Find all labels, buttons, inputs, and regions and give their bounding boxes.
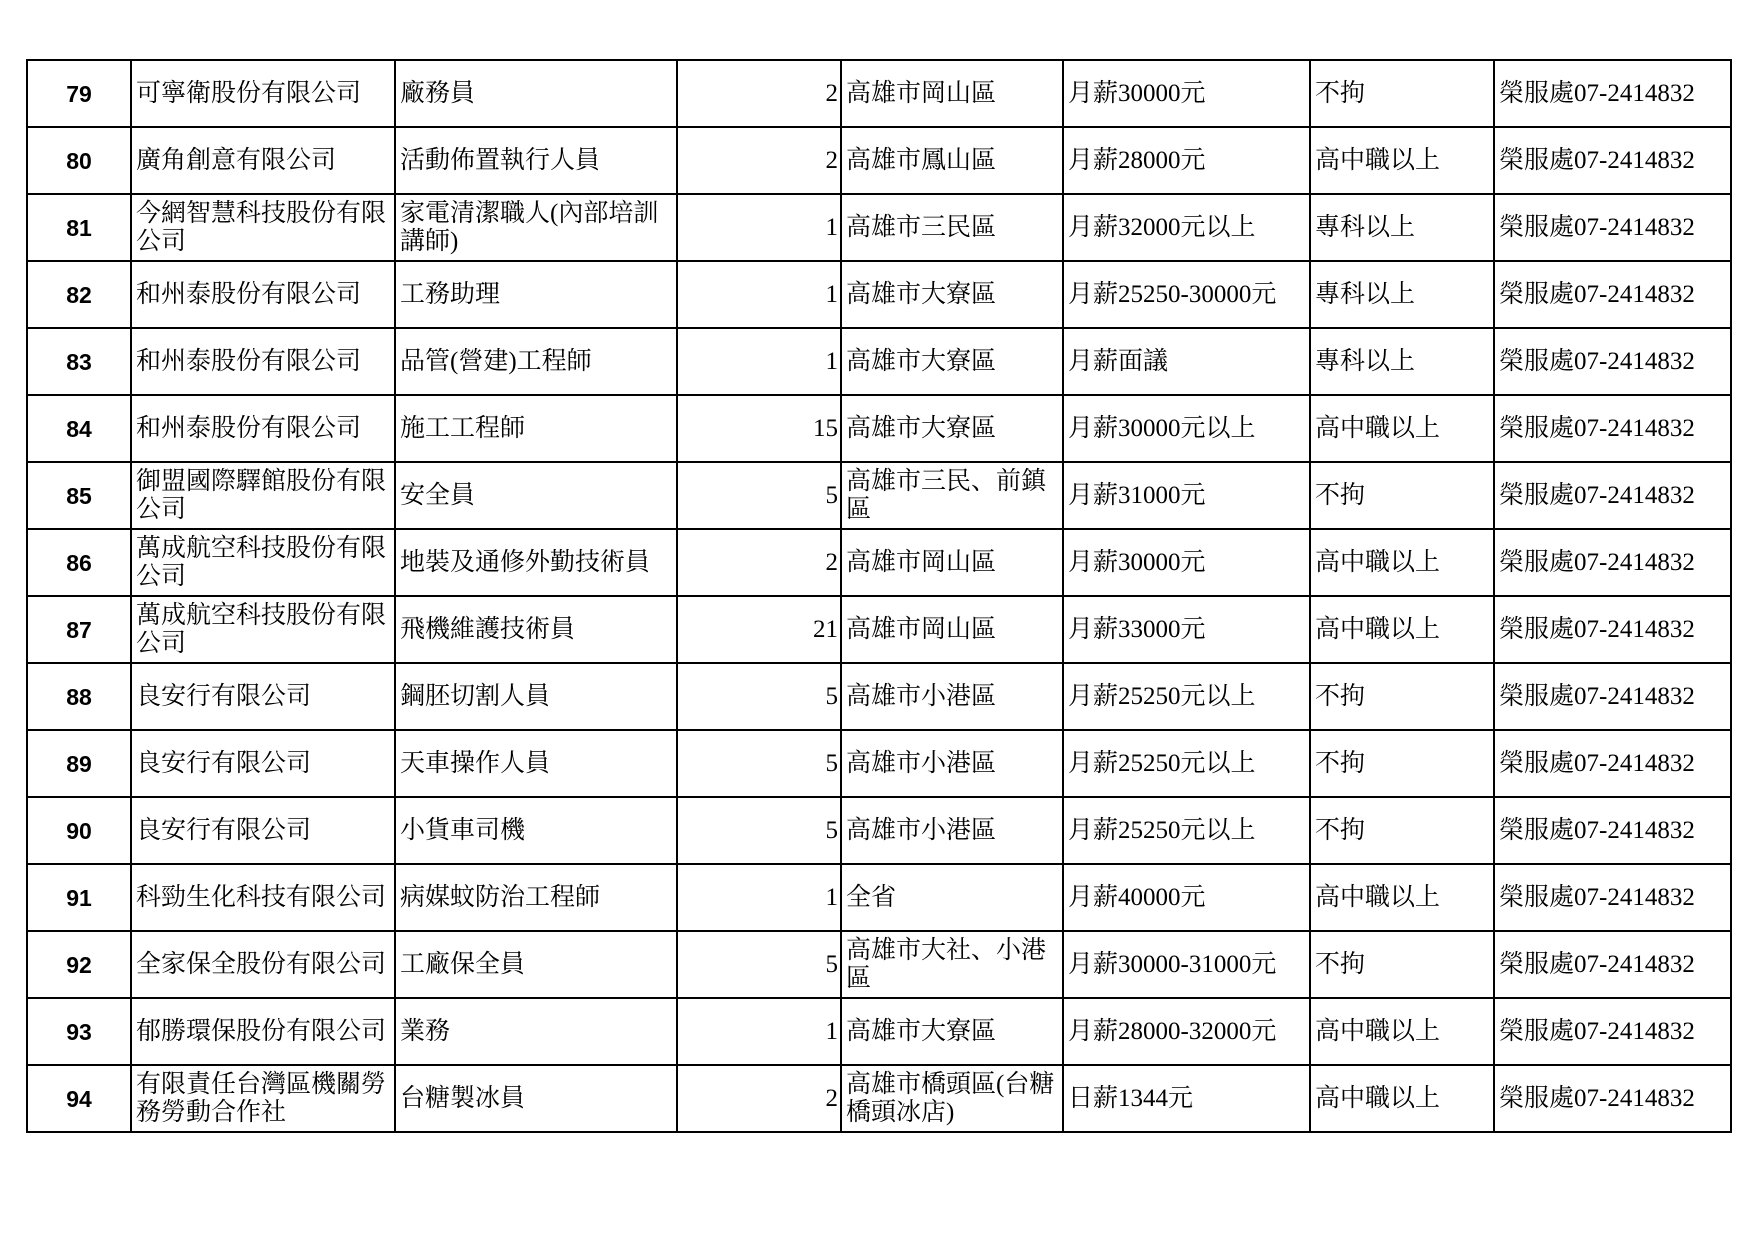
row-number-cell: 84	[27, 395, 131, 462]
job-title-cell: 家電清潔職人(內部培訓講師)	[395, 194, 677, 261]
table-row	[27, 462, 1731, 529]
work-location-cell: 高雄市大寮區	[841, 261, 1063, 328]
company-name-cell: 郁勝環保股份有限公司	[131, 998, 395, 1065]
table-row	[27, 127, 1731, 194]
table-row	[27, 60, 1731, 127]
work-location-cell: 高雄市大寮區	[841, 395, 1063, 462]
education-requirement-cell: 不拘	[1310, 60, 1494, 127]
education-requirement-cell: 高中職以上	[1310, 529, 1494, 596]
contact-info-cell: 榮服處07-2414832	[1494, 261, 1731, 328]
table-row	[27, 931, 1731, 998]
opening-count-cell: 5	[677, 663, 841, 730]
work-location-cell: 高雄市小港區	[841, 797, 1063, 864]
job-title-cell: 病媒蚊防治工程師	[395, 864, 677, 931]
work-location-cell: 高雄市小港區	[841, 730, 1063, 797]
company-name-cell: 和州泰股份有限公司	[131, 395, 395, 462]
work-location-cell: 全省	[841, 864, 1063, 931]
salary-cell: 月薪40000元	[1063, 864, 1310, 931]
education-requirement-cell: 不拘	[1310, 931, 1494, 998]
row-number-cell: 88	[27, 663, 131, 730]
company-name-cell: 良安行有限公司	[131, 663, 395, 730]
job-title-cell: 廠務員	[395, 60, 677, 127]
job-title-cell: 飛機維護技術員	[395, 596, 677, 663]
table-row	[27, 730, 1731, 797]
table-body	[27, 60, 1731, 1132]
salary-cell: 月薪25250-30000元	[1063, 261, 1310, 328]
opening-count-cell: 2	[677, 60, 841, 127]
education-requirement-cell: 不拘	[1310, 462, 1494, 529]
job-title-cell: 品管(營建)工程師	[395, 328, 677, 395]
opening-count-cell: 1	[677, 998, 841, 1065]
opening-count-cell: 2	[677, 127, 841, 194]
row-number-cell: 85	[27, 462, 131, 529]
education-requirement-cell: 高中職以上	[1310, 395, 1494, 462]
row-number-cell: 79	[27, 60, 131, 127]
job-title-cell: 天車操作人員	[395, 730, 677, 797]
work-location-cell: 高雄市鳳山區	[841, 127, 1063, 194]
work-location-cell: 高雄市大社、小港區	[841, 931, 1063, 998]
table-row	[27, 529, 1731, 596]
company-name-cell: 廣角創意有限公司	[131, 127, 395, 194]
job-title-cell: 地裝及通修外勤技術員	[395, 529, 677, 596]
row-number-cell: 87	[27, 596, 131, 663]
row-number-cell: 90	[27, 797, 131, 864]
education-requirement-cell: 不拘	[1310, 730, 1494, 797]
company-name-cell: 和州泰股份有限公司	[131, 328, 395, 395]
opening-count-cell: 1	[677, 261, 841, 328]
row-number-cell: 89	[27, 730, 131, 797]
contact-info-cell: 榮服處07-2414832	[1494, 462, 1731, 529]
contact-info-cell: 榮服處07-2414832	[1494, 395, 1731, 462]
company-name-cell: 可寧衛股份有限公司	[131, 60, 395, 127]
contact-info-cell: 榮服處07-2414832	[1494, 529, 1731, 596]
education-requirement-cell: 高中職以上	[1310, 1065, 1494, 1132]
education-requirement-cell: 高中職以上	[1310, 998, 1494, 1065]
job-title-cell: 鋼胚切割人員	[395, 663, 677, 730]
table-row	[27, 1065, 1731, 1132]
row-number-cell: 93	[27, 998, 131, 1065]
salary-cell: 月薪25250元以上	[1063, 730, 1310, 797]
education-requirement-cell: 高中職以上	[1310, 127, 1494, 194]
row-number-cell: 83	[27, 328, 131, 395]
contact-info-cell: 榮服處07-2414832	[1494, 127, 1731, 194]
opening-count-cell: 5	[677, 931, 841, 998]
job-title-cell: 小貨車司機	[395, 797, 677, 864]
work-location-cell: 高雄市三民區	[841, 194, 1063, 261]
work-location-cell: 高雄市大寮區	[841, 328, 1063, 395]
opening-count-cell: 1	[677, 864, 841, 931]
salary-cell: 月薪30000元以上	[1063, 395, 1310, 462]
contact-info-cell: 榮服處07-2414832	[1494, 1065, 1731, 1132]
contact-info-cell: 榮服處07-2414832	[1494, 931, 1731, 998]
contact-info-cell: 榮服處07-2414832	[1494, 797, 1731, 864]
job-title-cell: 活動佈置執行人員	[395, 127, 677, 194]
contact-info-cell: 榮服處07-2414832	[1494, 194, 1731, 261]
salary-cell: 月薪28000-32000元	[1063, 998, 1310, 1065]
table-row	[27, 194, 1731, 261]
job-title-cell: 工務助理	[395, 261, 677, 328]
salary-cell: 月薪面議	[1063, 328, 1310, 395]
company-name-cell: 和州泰股份有限公司	[131, 261, 395, 328]
job-title-cell: 台糖製冰員	[395, 1065, 677, 1132]
education-requirement-cell: 高中職以上	[1310, 596, 1494, 663]
work-location-cell: 高雄市橋頭區(台糖橋頭冰店)	[841, 1065, 1063, 1132]
contact-info-cell: 榮服處07-2414832	[1494, 328, 1731, 395]
work-location-cell: 高雄市三民、前鎮區	[841, 462, 1063, 529]
contact-info-cell: 榮服處07-2414832	[1494, 730, 1731, 797]
salary-cell: 月薪25250元以上	[1063, 797, 1310, 864]
job-title-cell: 施工工程師	[395, 395, 677, 462]
education-requirement-cell: 高中職以上	[1310, 864, 1494, 931]
contact-info-cell: 榮服處07-2414832	[1494, 864, 1731, 931]
salary-cell: 月薪31000元	[1063, 462, 1310, 529]
education-requirement-cell: 專科以上	[1310, 194, 1494, 261]
work-location-cell: 高雄市岡山區	[841, 529, 1063, 596]
salary-cell: 月薪30000元	[1063, 529, 1310, 596]
table-row	[27, 328, 1731, 395]
company-name-cell: 良安行有限公司	[131, 797, 395, 864]
row-number-cell: 80	[27, 127, 131, 194]
table-row	[27, 596, 1731, 663]
opening-count-cell: 1	[677, 194, 841, 261]
opening-count-cell: 1	[677, 328, 841, 395]
work-location-cell: 高雄市大寮區	[841, 998, 1063, 1065]
contact-info-cell: 榮服處07-2414832	[1494, 998, 1731, 1065]
job-title-cell: 安全員	[395, 462, 677, 529]
opening-count-cell: 5	[677, 462, 841, 529]
row-number-cell: 94	[27, 1065, 131, 1132]
row-number-cell: 81	[27, 194, 131, 261]
company-name-cell: 今網智慧科技股份有限公司	[131, 194, 395, 261]
salary-cell: 月薪30000-31000元	[1063, 931, 1310, 998]
opening-count-cell: 5	[677, 730, 841, 797]
company-name-cell: 良安行有限公司	[131, 730, 395, 797]
salary-cell: 月薪30000元	[1063, 60, 1310, 127]
job-title-cell: 工廠保全員	[395, 931, 677, 998]
company-name-cell: 御盟國際驛館股份有限公司	[131, 462, 395, 529]
table-row	[27, 998, 1731, 1065]
salary-cell: 月薪33000元	[1063, 596, 1310, 663]
salary-cell: 月薪25250元以上	[1063, 663, 1310, 730]
table-row	[27, 864, 1731, 931]
table-row	[27, 663, 1731, 730]
work-location-cell: 高雄市岡山區	[841, 60, 1063, 127]
contact-info-cell: 榮服處07-2414832	[1494, 596, 1731, 663]
company-name-cell: 萬成航空科技股份有限公司	[131, 596, 395, 663]
job-listing-table	[26, 59, 1732, 1133]
contact-info-cell: 榮服處07-2414832	[1494, 663, 1731, 730]
row-number-cell: 86	[27, 529, 131, 596]
table-row	[27, 261, 1731, 328]
company-name-cell: 科勁生化科技有限公司	[131, 864, 395, 931]
row-number-cell: 91	[27, 864, 131, 931]
education-requirement-cell: 不拘	[1310, 797, 1494, 864]
table-row	[27, 797, 1731, 864]
job-title-cell: 業務	[395, 998, 677, 1065]
education-requirement-cell: 不拘	[1310, 663, 1494, 730]
education-requirement-cell: 專科以上	[1310, 261, 1494, 328]
opening-count-cell: 5	[677, 797, 841, 864]
row-number-cell: 92	[27, 931, 131, 998]
opening-count-cell: 2	[677, 529, 841, 596]
education-requirement-cell: 專科以上	[1310, 328, 1494, 395]
table-row	[27, 395, 1731, 462]
company-name-cell: 有限責任台灣區機關勞務勞動合作社	[131, 1065, 395, 1132]
company-name-cell: 萬成航空科技股份有限公司	[131, 529, 395, 596]
contact-info-cell: 榮服處07-2414832	[1494, 60, 1731, 127]
opening-count-cell: 2	[677, 1065, 841, 1132]
work-location-cell: 高雄市岡山區	[841, 596, 1063, 663]
company-name-cell: 全家保全股份有限公司	[131, 931, 395, 998]
opening-count-cell: 15	[677, 395, 841, 462]
salary-cell: 日薪1344元	[1063, 1065, 1310, 1132]
opening-count-cell: 21	[677, 596, 841, 663]
work-location-cell: 高雄市小港區	[841, 663, 1063, 730]
salary-cell: 月薪28000元	[1063, 127, 1310, 194]
row-number-cell: 82	[27, 261, 131, 328]
salary-cell: 月薪32000元以上	[1063, 194, 1310, 261]
